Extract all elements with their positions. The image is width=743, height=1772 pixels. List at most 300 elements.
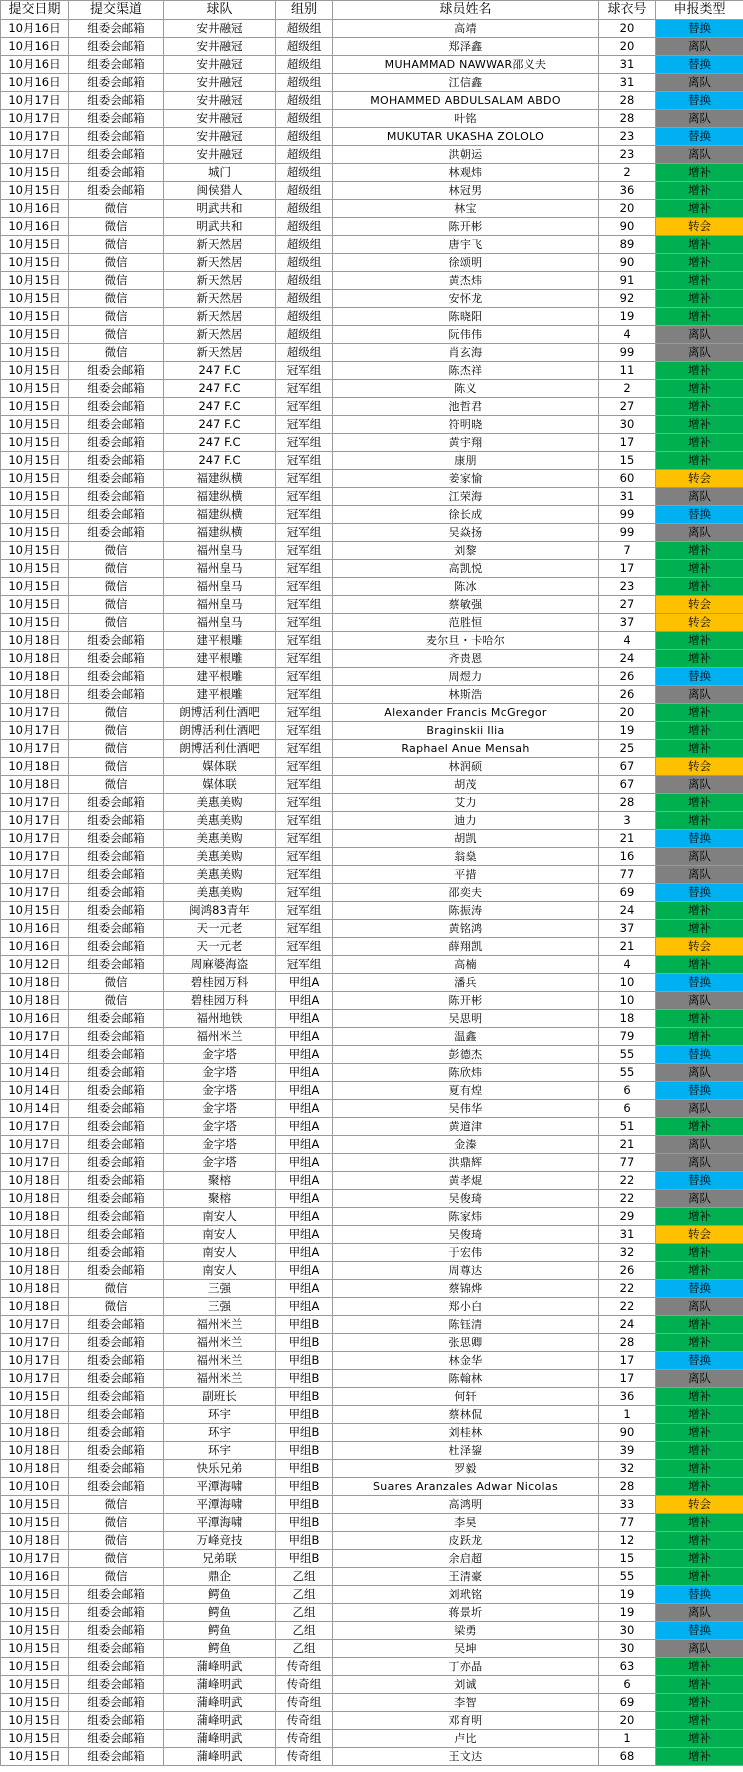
cell-type: 替换 [656, 974, 743, 992]
cell-player-name: 陈义 [333, 380, 599, 398]
table-row [1, 992, 743, 1010]
cell-team: 福州皇马 [164, 542, 276, 560]
table-row [1, 1532, 743, 1550]
table-row [1, 686, 743, 704]
cell-player-name: 胡凯 [333, 830, 599, 848]
cell-jersey-number: 11 [599, 362, 656, 380]
cell-team: 福州米兰 [164, 1334, 276, 1352]
cell-player-name: 林金华 [333, 1352, 599, 1370]
cell-date: 10月17日 [1, 128, 69, 146]
table-row [1, 1118, 743, 1136]
cell-channel: 微信 [69, 1532, 164, 1550]
cell-date: 10月15日 [1, 326, 69, 344]
cell-group: 冠军组 [276, 542, 333, 560]
cell-type: 增补 [656, 1442, 743, 1460]
cell-type: 增补 [656, 1658, 743, 1676]
cell-group: 甲组A [276, 1280, 333, 1298]
cell-team: 安井融冠 [164, 146, 276, 164]
cell-channel: 微信 [69, 992, 164, 1010]
cell-player-name: 吴思明 [333, 1010, 599, 1028]
cell-date: 10月16日 [1, 56, 69, 74]
cell-player-name: 吴伟华 [333, 1100, 599, 1118]
cell-player-name: 潘兵 [333, 974, 599, 992]
cell-team: 朗博活利仕酒吧 [164, 722, 276, 740]
cell-jersey-number: 32 [599, 1244, 656, 1262]
cell-player-name: 李昊 [333, 1514, 599, 1532]
cell-team: 媒体联 [164, 758, 276, 776]
cell-type: 离队 [656, 686, 743, 704]
cell-type: 增补 [656, 1118, 743, 1136]
cell-team: 聚榕 [164, 1190, 276, 1208]
cell-player-name: 陈钰清 [333, 1316, 599, 1334]
cell-channel: 微信 [69, 776, 164, 794]
cell-group: 超级组 [276, 146, 333, 164]
cell-team: 鳄鱼 [164, 1622, 276, 1640]
cell-date: 10月18日 [1, 1424, 69, 1442]
cell-date: 10月18日 [1, 1244, 69, 1262]
cell-channel: 组委会邮箱 [69, 1748, 164, 1766]
cell-date: 10月15日 [1, 614, 69, 632]
cell-type: 替换 [656, 668, 743, 686]
cell-jersey-number: 2 [599, 380, 656, 398]
cell-date: 10月15日 [1, 362, 69, 380]
cell-player-name: 陈家炜 [333, 1208, 599, 1226]
cell-player-name: 金溱 [333, 1136, 599, 1154]
cell-player-name: 吴焱扬 [333, 524, 599, 542]
cell-date: 10月18日 [1, 992, 69, 1010]
table-row [1, 92, 743, 110]
cell-group: 冠军组 [276, 596, 333, 614]
table-row [1, 1604, 743, 1622]
cell-group: 传奇组 [276, 1730, 333, 1748]
cell-type: 替换 [656, 92, 743, 110]
cell-team: 闽侯猎人 [164, 182, 276, 200]
cell-player-name: 陈开彬 [333, 992, 599, 1010]
cell-player-name: 李智 [333, 1694, 599, 1712]
table-row [1, 1298, 743, 1316]
cell-date: 10月18日 [1, 1406, 69, 1424]
cell-group: 冠军组 [276, 776, 333, 794]
cell-group: 甲组A [276, 1262, 333, 1280]
cell-player-name: MUKUTAR UKASHA ZOLOLO [333, 128, 599, 146]
table-row [1, 326, 743, 344]
cell-player-name: MUHAMMAD NAWWAR邵义夫 [333, 56, 599, 74]
cell-group: 甲组A [276, 1028, 333, 1046]
cell-team: 安井融冠 [164, 56, 276, 74]
cell-channel: 组委会邮箱 [69, 1028, 164, 1046]
cell-channel: 组委会邮箱 [69, 452, 164, 470]
cell-date: 10月15日 [1, 344, 69, 362]
cell-date: 10月17日 [1, 866, 69, 884]
cell-group: 甲组A [276, 1208, 333, 1226]
cell-jersey-number: 20 [599, 38, 656, 56]
cell-type: 转会 [656, 1226, 743, 1244]
cell-group: 超级组 [276, 74, 333, 92]
cell-team: 新天然居 [164, 290, 276, 308]
cell-team: 247 F.C [164, 452, 276, 470]
cell-date: 10月15日 [1, 524, 69, 542]
cell-type: 替换 [656, 1622, 743, 1640]
cell-team: 建平根雕 [164, 650, 276, 668]
cell-player-name: 黄宇翔 [333, 434, 599, 452]
cell-date: 10月12日 [1, 956, 69, 974]
cell-type: 增补 [656, 290, 743, 308]
cell-team: 金字塔 [164, 1100, 276, 1118]
table-row [1, 362, 743, 380]
cell-jersey-number: 20 [599, 1712, 656, 1730]
table-row [1, 128, 743, 146]
cell-player-name: 高楠 [333, 956, 599, 974]
cell-group: 冠军组 [276, 524, 333, 542]
cell-jersey-number: 55 [599, 1064, 656, 1082]
cell-jersey-number: 90 [599, 218, 656, 236]
cell-player-name: 温鑫 [333, 1028, 599, 1046]
cell-channel: 组委会邮箱 [69, 1154, 164, 1172]
table-row [1, 1514, 743, 1532]
cell-jersey-number: 55 [599, 1046, 656, 1064]
cell-group: 冠军组 [276, 938, 333, 956]
table-row [1, 1730, 743, 1748]
cell-group: 乙组 [276, 1622, 333, 1640]
table-row [1, 1280, 743, 1298]
cell-group: 冠军组 [276, 434, 333, 452]
cell-group: 乙组 [276, 1640, 333, 1658]
cell-type: 增补 [656, 1010, 743, 1028]
cell-group: 甲组A [276, 1118, 333, 1136]
cell-date: 10月15日 [1, 578, 69, 596]
cell-date: 10月16日 [1, 938, 69, 956]
cell-type: 增补 [656, 1460, 743, 1478]
cell-date: 10月14日 [1, 1082, 69, 1100]
cell-group: 冠军组 [276, 452, 333, 470]
table-row [1, 182, 743, 200]
table-row [1, 1586, 743, 1604]
cell-type: 离队 [656, 344, 743, 362]
cell-jersey-number: 17 [599, 434, 656, 452]
table-row [1, 1244, 743, 1262]
table-row [1, 1208, 743, 1226]
cell-type: 增补 [656, 1694, 743, 1712]
cell-channel: 组委会邮箱 [69, 1208, 164, 1226]
cell-jersey-number: 24 [599, 902, 656, 920]
cell-date: 10月15日 [1, 380, 69, 398]
table-row [1, 1154, 743, 1172]
cell-type: 离队 [656, 1370, 743, 1388]
cell-channel: 微信 [69, 596, 164, 614]
cell-group: 甲组B [276, 1334, 333, 1352]
cell-team: 247 F.C [164, 434, 276, 452]
cell-group: 传奇组 [276, 1658, 333, 1676]
cell-team: 福州皇马 [164, 578, 276, 596]
cell-player-name: 姜家愉 [333, 470, 599, 488]
table-row [1, 1712, 743, 1730]
cell-group: 超级组 [276, 326, 333, 344]
cell-group: 超级组 [276, 290, 333, 308]
cell-channel: 组委会邮箱 [69, 128, 164, 146]
cell-group: 冠军组 [276, 758, 333, 776]
cell-channel: 组委会邮箱 [69, 110, 164, 128]
cell-jersey-number: 99 [599, 524, 656, 542]
cell-jersey-number: 12 [599, 1532, 656, 1550]
cell-jersey-number: 20 [599, 20, 656, 38]
cell-date: 10月17日 [1, 1316, 69, 1334]
cell-type: 增补 [656, 812, 743, 830]
cell-channel: 组委会邮箱 [69, 1226, 164, 1244]
cell-channel: 组委会邮箱 [69, 920, 164, 938]
cell-team: 新天然居 [164, 254, 276, 272]
cell-player-name: 池哲君 [333, 398, 599, 416]
table-row [1, 704, 743, 722]
cell-channel: 组委会邮箱 [69, 1262, 164, 1280]
cell-date: 10月16日 [1, 200, 69, 218]
cell-team: 福州皇马 [164, 596, 276, 614]
cell-team: 朗博活利仕酒吧 [164, 740, 276, 758]
cell-player-name: 刘桂林 [333, 1424, 599, 1442]
cell-player-name: 余启超 [333, 1550, 599, 1568]
cell-jersey-number: 25 [599, 740, 656, 758]
table-row [1, 1658, 743, 1676]
cell-jersey-number: 89 [599, 236, 656, 254]
cell-team: 新天然居 [164, 308, 276, 326]
cell-team: 媒体联 [164, 776, 276, 794]
cell-channel: 微信 [69, 1280, 164, 1298]
cell-channel: 微信 [69, 578, 164, 596]
cell-group: 冠军组 [276, 686, 333, 704]
cell-team: 美惠美购 [164, 830, 276, 848]
cell-jersey-number: 2 [599, 164, 656, 182]
cell-jersey-number: 36 [599, 1388, 656, 1406]
cell-group: 甲组A [276, 974, 333, 992]
table-row [1, 1694, 743, 1712]
cell-group: 乙组 [276, 1586, 333, 1604]
cell-jersey-number: 69 [599, 884, 656, 902]
cell-type: 增补 [656, 902, 743, 920]
cell-player-name: 符明晓 [333, 416, 599, 434]
table-row [1, 650, 743, 668]
cell-team: 美惠美购 [164, 884, 276, 902]
cell-group: 冠军组 [276, 614, 333, 632]
cell-type: 转会 [656, 938, 743, 956]
table-row [1, 1406, 743, 1424]
cell-jersey-number: 77 [599, 1154, 656, 1172]
cell-date: 10月15日 [1, 1586, 69, 1604]
cell-team: 环宇 [164, 1406, 276, 1424]
cell-channel: 组委会邮箱 [69, 488, 164, 506]
cell-group: 冠军组 [276, 722, 333, 740]
cell-type: 增补 [656, 1262, 743, 1280]
table-row [1, 884, 743, 902]
cell-team: 鳄鱼 [164, 1586, 276, 1604]
cell-jersey-number: 27 [599, 398, 656, 416]
cell-player-name: 翁燊 [333, 848, 599, 866]
cell-group: 超级组 [276, 20, 333, 38]
cell-team: 建平根雕 [164, 686, 276, 704]
cell-jersey-number: 4 [599, 956, 656, 974]
cell-type: 离队 [656, 1136, 743, 1154]
cell-player-name: 梁勇 [333, 1622, 599, 1640]
cell-team: 建平根雕 [164, 668, 276, 686]
cell-player-name: 叶铭 [333, 110, 599, 128]
cell-jersey-number: 19 [599, 308, 656, 326]
cell-group: 甲组A [276, 1010, 333, 1028]
cell-type: 增补 [656, 1532, 743, 1550]
cell-channel: 微信 [69, 740, 164, 758]
cell-jersey-number: 28 [599, 92, 656, 110]
cell-date: 10月10日 [1, 1478, 69, 1496]
cell-date: 10月14日 [1, 1046, 69, 1064]
cell-type: 转会 [656, 596, 743, 614]
cell-player-name: 黄铭鸿 [333, 920, 599, 938]
cell-date: 10月16日 [1, 1568, 69, 1586]
cell-team: 新天然居 [164, 326, 276, 344]
table-row [1, 974, 743, 992]
table-row [1, 164, 743, 182]
cell-jersey-number: 30 [599, 416, 656, 434]
cell-date: 10月17日 [1, 1118, 69, 1136]
cell-jersey-number: 63 [599, 1658, 656, 1676]
cell-type: 增补 [656, 1388, 743, 1406]
cell-group: 甲组A [276, 1064, 333, 1082]
cell-jersey-number: 69 [599, 1694, 656, 1712]
cell-player-name: 罗毅 [333, 1460, 599, 1478]
cell-jersey-number: 19 [599, 1604, 656, 1622]
cell-group: 冠军组 [276, 830, 333, 848]
table-row [1, 1460, 743, 1478]
cell-type: 离队 [656, 1298, 743, 1316]
cell-team: 美惠美购 [164, 794, 276, 812]
cell-channel: 微信 [69, 344, 164, 362]
cell-player-name: 高靖 [333, 20, 599, 38]
cell-channel: 组委会邮箱 [69, 1442, 164, 1460]
table-row [1, 1172, 743, 1190]
cell-channel: 组委会邮箱 [69, 866, 164, 884]
cell-type: 增补 [656, 362, 743, 380]
cell-type: 替换 [656, 1046, 743, 1064]
cell-player-name: 刘黎 [333, 542, 599, 560]
cell-team: 三强 [164, 1298, 276, 1316]
cell-type: 增补 [656, 542, 743, 560]
cell-player-name: 王清豪 [333, 1568, 599, 1586]
cell-team: 碧桂园万科 [164, 992, 276, 1010]
cell-date: 10月15日 [1, 596, 69, 614]
cell-date: 10月15日 [1, 560, 69, 578]
cell-type: 增补 [656, 740, 743, 758]
cell-player-name: 陈冰 [333, 578, 599, 596]
cell-player-name: 唐宇飞 [333, 236, 599, 254]
cell-team: 金字塔 [164, 1046, 276, 1064]
cell-channel: 组委会邮箱 [69, 1478, 164, 1496]
cell-type: 增补 [656, 1334, 743, 1352]
cell-channel: 组委会邮箱 [69, 1334, 164, 1352]
cell-channel: 组委会邮箱 [69, 1388, 164, 1406]
cell-jersey-number: 20 [599, 200, 656, 218]
cell-group: 甲组A [276, 1154, 333, 1172]
cell-player-name: 薛翔凯 [333, 938, 599, 956]
cell-jersey-number: 15 [599, 1550, 656, 1568]
cell-jersey-number: 28 [599, 110, 656, 128]
cell-player-name: 林润硕 [333, 758, 599, 776]
cell-type: 替换 [656, 1082, 743, 1100]
cell-channel: 组委会邮箱 [69, 416, 164, 434]
cell-player-name: 郑小白 [333, 1298, 599, 1316]
cell-channel: 组委会邮箱 [69, 902, 164, 920]
cell-group: 冠军组 [276, 398, 333, 416]
cell-player-name: 丁亦晶 [333, 1658, 599, 1676]
cell-team: 福州米兰 [164, 1352, 276, 1370]
cell-date: 10月17日 [1, 1136, 69, 1154]
cell-player-name: 杜泽鋆 [333, 1442, 599, 1460]
cell-channel: 组委会邮箱 [69, 1064, 164, 1082]
cell-type: 增补 [656, 416, 743, 434]
cell-player-name: 吴俊琦 [333, 1226, 599, 1244]
cell-group: 乙组 [276, 1604, 333, 1622]
table-row [1, 488, 743, 506]
cell-channel: 微信 [69, 1568, 164, 1586]
cell-team: 美惠美购 [164, 812, 276, 830]
cell-player-name: 陈翰林 [333, 1370, 599, 1388]
table-row [1, 56, 743, 74]
table-row [1, 380, 743, 398]
cell-team: 福州地铁 [164, 1010, 276, 1028]
cell-jersey-number: 60 [599, 470, 656, 488]
table-row [1, 812, 743, 830]
table-row [1, 722, 743, 740]
cell-channel: 组委会邮箱 [69, 1370, 164, 1388]
table-row [1, 1568, 743, 1586]
cell-group: 超级组 [276, 38, 333, 56]
cell-type: 离队 [656, 1154, 743, 1172]
cell-date: 10月18日 [1, 776, 69, 794]
header-team: 球队 [164, 1, 276, 20]
table-row [1, 398, 743, 416]
cell-jersey-number: 15 [599, 452, 656, 470]
cell-group: 超级组 [276, 128, 333, 146]
cell-type: 增补 [656, 794, 743, 812]
cell-channel: 微信 [69, 1514, 164, 1532]
cell-jersey-number: 23 [599, 578, 656, 596]
cell-type: 转会 [656, 470, 743, 488]
cell-channel: 组委会邮箱 [69, 20, 164, 38]
cell-team: 新天然居 [164, 344, 276, 362]
cell-channel: 微信 [69, 254, 164, 272]
cell-team: 247 F.C [164, 380, 276, 398]
cell-team: 福建纵横 [164, 488, 276, 506]
table-row [1, 434, 743, 452]
cell-jersey-number: 55 [599, 1568, 656, 1586]
cell-type: 增补 [656, 578, 743, 596]
cell-group: 甲组B [276, 1352, 333, 1370]
cell-channel: 微信 [69, 704, 164, 722]
cell-team: 金字塔 [164, 1136, 276, 1154]
cell-group: 冠军组 [276, 920, 333, 938]
cell-channel: 组委会邮箱 [69, 182, 164, 200]
cell-jersey-number: 22 [599, 1190, 656, 1208]
cell-jersey-number: 22 [599, 1280, 656, 1298]
header-type: 申报类型 [656, 1, 743, 20]
table-row [1, 560, 743, 578]
cell-player-name: 洪朝运 [333, 146, 599, 164]
cell-team: 美惠美购 [164, 848, 276, 866]
cell-team: 安井融冠 [164, 38, 276, 56]
table-row [1, 1316, 743, 1334]
cell-player-name: Suares Aranzales Adwar Nicolas [333, 1478, 599, 1496]
cell-date: 10月15日 [1, 452, 69, 470]
cell-jersey-number: 36 [599, 182, 656, 200]
cell-player-name: Raphael Anue Mensah [333, 740, 599, 758]
cell-group: 冠军组 [276, 884, 333, 902]
cell-type: 离队 [656, 326, 743, 344]
cell-team: 周麻婆海盗 [164, 956, 276, 974]
